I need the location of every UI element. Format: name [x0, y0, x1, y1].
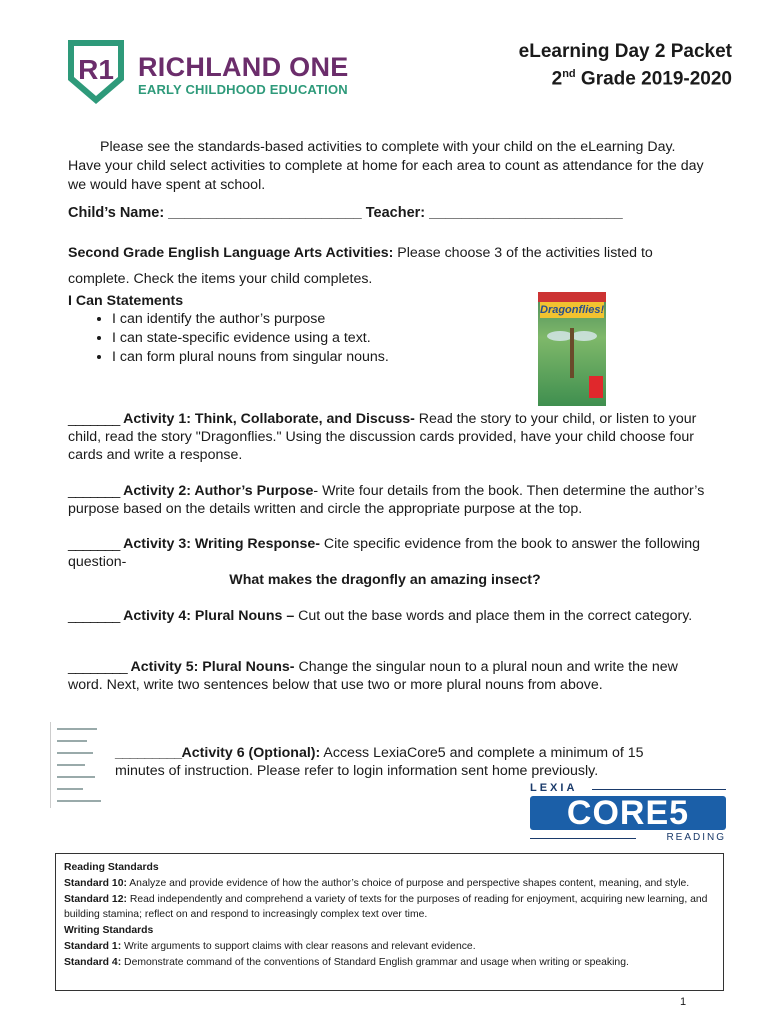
activity-3-question: What makes the dragonfly an amazing insect?	[229, 572, 541, 588]
worksheet-thumbnail	[50, 722, 105, 808]
packet-title	[519, 40, 732, 90]
standard-1	[64, 939, 715, 955]
standard-label: Standard 10:	[64, 877, 127, 889]
logo-name: RICHLAND ONE	[138, 52, 349, 82]
activity-6-text: Access LexiaCore5 and complete a minimum of 15 minutes of instruction. Please refer to login information sent home previously.	[115, 745, 644, 779]
ela-text: Please choose 3 of the activities listed to complete. Check the items your child completes.	[68, 245, 653, 287]
i-can-list	[90, 310, 532, 367]
ela-heading: Second Grade English Language Arts Activities:	[68, 245, 394, 261]
activity-4	[68, 607, 708, 625]
activity-1	[68, 410, 708, 464]
activity-3-text: Cite specific evidence from the book to answer the following question-	[68, 536, 701, 570]
reading-standards-heading: Reading Standards	[64, 862, 159, 873]
i-can-title: I Can Statements	[68, 293, 184, 309]
logo-subtitle: EARLY CHILDHOOD EDUCATION	[138, 82, 348, 97]
list-item: • I can form plural nouns from singular nouns.	[112, 348, 532, 367]
book-badge	[589, 376, 603, 398]
activity-6-label: Activity 6 (Optional):	[181, 745, 321, 761]
book-cover-band	[538, 292, 606, 302]
packet-title-line2	[519, 63, 732, 90]
activity-1-text: Read the story to your child, or listen to your child, read the story "Dragonflies." Using the discussion cards provided, have your child choose four cards and write a response.	[68, 411, 697, 463]
lexia-divider	[592, 789, 726, 790]
standard-text: Demonstrate command of the conventions of Standard English grammar and usage when writing or speaking.	[121, 956, 629, 968]
dragonfly-icon	[546, 322, 598, 382]
ela-instructions	[68, 240, 708, 292]
activity-4-checkline[interactable]: _______	[68, 608, 120, 624]
standard-12	[64, 892, 715, 924]
activity-3	[68, 535, 708, 571]
activity-5-text: Change the singular noun to a plural noun and write the new word. Next, write two sentences below that use two or more plural nouns from above.	[68, 659, 678, 693]
activity-1-label: Activity 1: Think, Collaborate, and Discuss-	[119, 411, 415, 427]
standard-text: Write arguments to support claims with clear reasons and relevant evidence.	[121, 940, 476, 952]
lexia-core5-logo	[530, 782, 726, 846]
richland-one-logo	[66, 38, 386, 108]
standard-label: Standard 4:	[64, 956, 122, 968]
activity-2-label: Activity 2: Author’s Purpose	[119, 483, 314, 499]
activity-2	[68, 482, 708, 518]
lexia-divider	[530, 838, 636, 839]
activity-5-checkline[interactable]: ________	[68, 659, 128, 675]
logo-mark: R1	[78, 54, 114, 85]
standard-label: Standard 1:	[64, 940, 122, 952]
lexia-reading-label: READING	[666, 832, 726, 843]
activity-2-text: - Write four details from the book. Then determine the author’s purpose based on the details written and circle the appropriate purpose at the top.	[68, 483, 705, 517]
activity-5-label: Activity 5: Plural Nouns-	[127, 659, 295, 675]
standard-4	[64, 955, 715, 971]
activity-5	[68, 658, 708, 694]
activity-2-checkline[interactable]: _______	[68, 483, 120, 499]
grade-superscript: nd	[562, 68, 576, 80]
list-item: • I can identify the author’s purpose	[112, 310, 532, 329]
activity-4-label: Activity 4: Plural Nouns –	[119, 608, 295, 624]
standard-text: Analyze and provide evidence of how the author’s choice of purpose and perspective shapes content, meaning, and style.	[126, 877, 690, 889]
shield-icon	[66, 38, 126, 106]
standard-text: Read independently and comprehend a variety of texts for the purposes of reading for enjoyment, acquiring new learning, and building stamina; reflect on and respond to increasingly complex text over time.	[64, 893, 708, 921]
intro-paragraph: Please see the standards-based activities to complete with your child on the eLearning Day. Have your child select activities to complete at home for each area to count as attendance for the day we would have spent at school.	[68, 139, 704, 193]
activity-6-checkline[interactable]: _________	[115, 745, 182, 761]
activity-1-checkline[interactable]: _______	[68, 411, 120, 427]
page-number: 1	[680, 996, 687, 1008]
name-teacher-line: Child’s Name: ________________________ Teacher: ________________________	[68, 205, 623, 221]
book-cover-image	[538, 292, 606, 406]
standards-box	[55, 853, 724, 991]
lexia-label: LEXIA	[530, 782, 578, 794]
list-item: • I can state-specific evidence using a text.	[112, 329, 532, 348]
activity-3-checkline[interactable]: _______	[68, 536, 120, 552]
grade-year: Grade 2019-2020	[575, 68, 732, 90]
packet-title-line1: eLearning Day 2 Packet	[518, 41, 732, 62]
writing-standards-heading: Writing Standards	[64, 925, 154, 937]
standard-label: Standard 12:	[64, 893, 127, 905]
lexia-core-wordmark: CORE5	[530, 796, 726, 830]
activity-3-label: Activity 3: Writing Response-	[119, 536, 320, 552]
standard-10	[64, 876, 715, 892]
activity-4-text: Cut out the base words and place them in the correct category.	[294, 608, 693, 624]
grade-number: 2	[551, 68, 563, 90]
activity-6	[115, 744, 695, 780]
book-title: Dragonflies!	[540, 304, 605, 316]
